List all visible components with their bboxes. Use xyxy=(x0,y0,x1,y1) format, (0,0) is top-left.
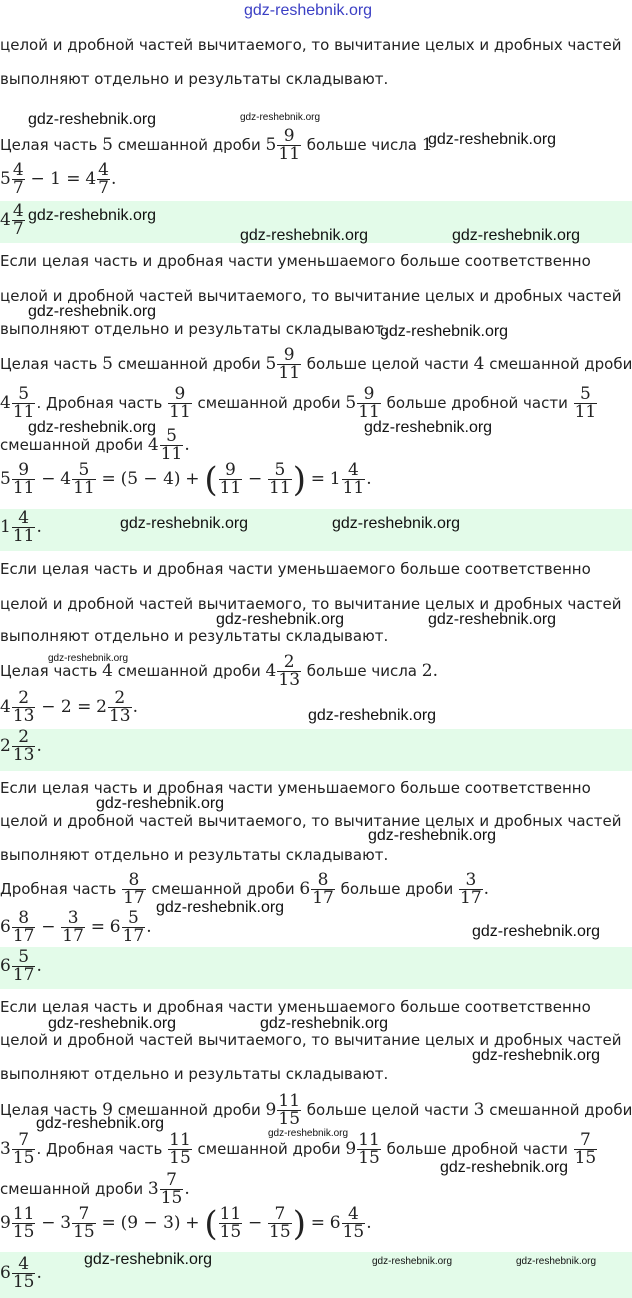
site-watermark[interactable]: gdz-reshebnik.org xyxy=(428,611,557,628)
fraction: $\frac{9}{11}$ xyxy=(219,460,242,498)
answer-box xyxy=(0,947,632,989)
rule-line: Если целая часть и дробная части уменьшаемого больше соответственно xyxy=(0,998,591,1016)
site-watermark[interactable]: gdz-reshebnik.org xyxy=(216,611,345,628)
rule-line: целой и дробной частей вычитаемого, то вычитание целых и дробных частей xyxy=(0,1031,622,1049)
site-watermark[interactable]: gdz-reshebnik.org xyxy=(28,207,157,224)
explanation-line: 4 $\frac{5}{11}$ . Дробная часть $\frac{9}{11}$ смешанной дроби 5 $\frac{9}{11}$ больше дробной части $\frac{5}{11}$ xyxy=(0,384,597,422)
site-watermark[interactable]: gdz-reshebnik.org xyxy=(268,1128,349,1139)
site-watermark[interactable]: gdz-reshebnik.org xyxy=(372,1256,453,1267)
equation: 5 $\frac{4}{7}$ − 1 = 4 $\frac{4}{7}$ . xyxy=(0,160,117,198)
rule-line: целой и дробной частей вычитаемого, то вычитание целых и дробных частей xyxy=(0,595,622,613)
site-watermark[interactable]: gdz-reshebnik.org xyxy=(28,419,157,436)
fraction: $\frac{5}{17}$ xyxy=(12,947,35,985)
site-watermark-top[interactable]: gdz-reshebnik.org xyxy=(244,2,373,19)
fraction: $\frac{4}{15}$ xyxy=(342,1204,365,1242)
fraction: $\frac{4}{11}$ xyxy=(342,460,365,498)
site-watermark[interactable]: gdz-reshebnik.org xyxy=(380,323,509,340)
answer: 4 $\frac{4}{7}$ xyxy=(0,201,24,239)
rule-line: выполняют отдельно и результаты складывают. xyxy=(0,1065,389,1083)
site-watermark[interactable]: gdz-reshebnik.org xyxy=(472,923,601,940)
fraction: $\frac{5}{11}$ xyxy=(574,384,597,422)
fraction: $\frac{9}{11}$ xyxy=(278,126,301,164)
site-watermark[interactable]: gdz-reshebnik.org xyxy=(28,111,157,128)
fraction: $\frac{11}{15}$ xyxy=(278,1091,301,1129)
rule-line: выполняют отдельно и результаты складывают. xyxy=(0,627,389,645)
fraction: $\frac{11}{15}$ xyxy=(169,1130,191,1168)
site-watermark[interactable]: gdz-reshebnik.org xyxy=(96,795,225,812)
fraction: $\frac{9}{11}$ xyxy=(169,384,191,422)
explanation-line: Целая часть 5 смешанной дроби 5 $\frac{9}{11}$ больше целой части 4 смешанной дроби xyxy=(0,345,632,383)
explanation-line: Целая часть 4 смешанной дроби 4 $\frac{2}{13}$ больше числа 2. xyxy=(0,652,439,690)
fraction: $\frac{8}{17}$ xyxy=(312,870,334,908)
site-watermark[interactable]: gdz-reshebnik.org xyxy=(428,131,557,148)
fraction: $\frac{9}{11}$ xyxy=(278,345,301,383)
fraction: $\frac{4}{11}$ xyxy=(12,508,35,546)
site-watermark[interactable]: gdz-reshebnik.org xyxy=(84,1251,213,1268)
site-watermark[interactable]: gdz-reshebnik.org xyxy=(36,1115,165,1132)
fraction: $\frac{2}{13}$ xyxy=(12,688,35,726)
equation: 6 $\frac{8}{17}$ − $\frac{3}{17}$ = 6 $\frac{5}{17}$ . xyxy=(0,908,152,946)
fraction: $\frac{9}{11}$ xyxy=(12,460,35,498)
fraction: $\frac{7}{15}$ xyxy=(12,1130,35,1168)
explanation-line: 3 $\frac{7}{15}$ . Дробная часть $\frac{11}{15}$ смешанной дроби 9 $\frac{11}{15}$ больше дробной части $\frac{7}{15}$ xyxy=(0,1130,597,1168)
site-watermark[interactable]: gdz-reshebnik.org xyxy=(120,515,249,532)
answer: 6 $\frac{5}{17}$ . xyxy=(0,947,42,985)
fraction: $\frac{3}{17}$ xyxy=(460,870,482,908)
site-watermark[interactable]: gdz-reshebnik.org xyxy=(452,227,581,244)
rule-line: выполняют отдельно и результаты складывают. xyxy=(0,70,389,88)
site-watermark[interactable]: gdz-reshebnik.org xyxy=(472,1047,601,1064)
rule-line: целой и дробной частей вычитаемого, то вычитание целых и дробных частей xyxy=(0,287,622,305)
fraction: $\frac{9}{11}$ xyxy=(358,384,380,422)
fraction: $\frac{2}{13}$ xyxy=(12,727,35,765)
fraction: $\frac{7}{15}$ xyxy=(269,1204,291,1242)
fraction: $\frac{11}{15}$ xyxy=(12,1204,35,1242)
site-watermark[interactable]: gdz-reshebnik.org xyxy=(48,653,129,664)
fraction: $\frac{5}{11}$ xyxy=(269,460,291,498)
explanation-line: смешанной дроби 4 $\frac{5}{11}$ . xyxy=(0,426,190,464)
rule-line: Если целая часть и дробная части уменьшаемого больше соответственно xyxy=(0,779,591,797)
explanation-line: смешанной дроби 3 $\frac{7}{15}$ . xyxy=(0,1170,190,1208)
fraction: $\frac{4}{7}$ xyxy=(98,160,109,198)
answer: 1 $\frac{4}{11}$ . xyxy=(0,508,42,546)
answer-box xyxy=(0,509,632,551)
rule-line: целой и дробной частей вычитаемого, то вычитание целых и дробных частей xyxy=(0,812,622,830)
rule-line: Если целая часть и дробная части уменьшаемого больше соответственно xyxy=(0,252,591,270)
fraction: $\frac{5}{11}$ xyxy=(160,426,183,464)
site-watermark[interactable]: gdz-reshebnik.org xyxy=(240,112,321,123)
equation: 5 $\frac{9}{11}$ − 4 $\frac{5}{11}$ = (5 − 4) + ( $\frac{9}{11}$ − $\frac{5}{11}$ ) = 1 $\frac{4}{11}$ . xyxy=(0,459,372,500)
answer: 6 $\frac{4}{15}$ . xyxy=(0,1254,42,1292)
site-watermark[interactable]: gdz-reshebnik.org xyxy=(332,515,461,532)
explanation-line: Целая часть 5 смешанной дроби 5 $\frac{9}{11}$ больше числа 1 xyxy=(0,126,433,164)
fraction: $\frac{8}{17}$ xyxy=(123,870,145,908)
site-watermark[interactable]: gdz-reshebnik.org xyxy=(260,1015,389,1032)
answer: 2 $\frac{2}{13}$ . xyxy=(0,727,42,765)
fraction: $\frac{4}{7}$ xyxy=(12,160,24,198)
site-watermark[interactable]: gdz-reshebnik.org xyxy=(364,419,493,436)
fraction: $\frac{5}{11}$ xyxy=(12,384,35,422)
site-watermark[interactable]: gdz-reshebnik.org xyxy=(516,1256,597,1267)
rule-line: выполняют отдельно и результаты складывают. xyxy=(0,846,389,864)
fraction: $\frac{4}{7}$ xyxy=(12,201,24,239)
rule-line: выполняют отдельно и результаты складывают. xyxy=(0,320,389,338)
fraction: $\frac{11}{15}$ xyxy=(219,1204,242,1242)
fraction: $\frac{4}{15}$ xyxy=(12,1254,35,1292)
site-watermark[interactable]: gdz-reshebnik.org xyxy=(156,899,285,916)
rule-line: целой и дробной частей вычитаемого, то вычитание целых и дробных частей xyxy=(0,36,622,54)
explanation-line: Целая часть 9 смешанной дроби 9 $\frac{11}{15}$ больше целой части 3 смешанной дроби xyxy=(0,1091,632,1129)
fraction: $\frac{11}{15}$ xyxy=(358,1130,380,1168)
fraction: $\frac{3}{17}$ xyxy=(62,908,84,946)
equation: 9 $\frac{11}{15}$ − 3 $\frac{7}{15}$ = (9 − 3) + ( $\frac{11}{15}$ − $\frac{7}{15}$ ) = 6 $\frac{4}{15}$ . xyxy=(0,1203,372,1244)
fraction: $\frac{8}{17}$ xyxy=(12,908,35,946)
site-watermark[interactable]: gdz-reshebnik.org xyxy=(240,227,369,244)
fraction: $\frac{2}{13}$ xyxy=(108,688,131,726)
site-watermark[interactable]: gdz-reshebnik.org xyxy=(48,1015,177,1032)
fraction: $\frac{7}{15}$ xyxy=(73,1204,95,1242)
site-watermark[interactable]: gdz-reshebnik.org xyxy=(440,1159,569,1176)
fraction: $\frac{5}{11}$ xyxy=(73,460,95,498)
site-watermark[interactable]: gdz-reshebnik.org xyxy=(28,303,157,320)
fraction: $\frac{2}{13}$ xyxy=(278,652,301,690)
fraction: $\frac{7}{15}$ xyxy=(574,1130,597,1168)
rule-line: Если целая часть и дробная части уменьшаемого больше соответственно xyxy=(0,560,591,578)
site-watermark[interactable]: gdz-reshebnik.org xyxy=(368,827,497,844)
site-watermark[interactable]: gdz-reshebnik.org xyxy=(308,707,437,724)
equation: 4 $\frac{2}{13}$ − 2 = 2 $\frac{2}{13}$ . xyxy=(0,688,139,726)
answer-box xyxy=(0,729,632,771)
fraction: $\frac{5}{17}$ xyxy=(122,908,145,946)
fraction: $\frac{7}{15}$ xyxy=(160,1170,183,1208)
explanation-line: Дробная часть $\frac{8}{17}$ смешанной дроби 6 $\frac{8}{17}$ больше дроби $\frac{3}{17}$ . xyxy=(0,870,490,908)
